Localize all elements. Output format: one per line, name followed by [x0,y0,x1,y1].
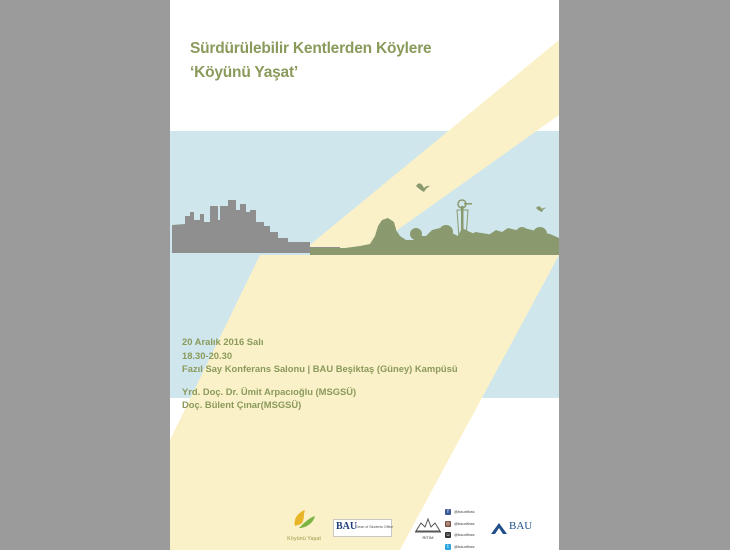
event-date: 20 Aralık 2016 Salı [182,336,264,347]
bau-university-logo [490,518,538,538]
speaker-2: Doç. Bülent Çınar(MSGSÜ) [182,399,302,410]
sponsor-logos [170,505,559,550]
bau-office-subtext: Dean of Students Office [356,525,394,529]
poster-title [190,37,431,85]
event-time: 18.30-20.30 [182,349,233,361]
social-row-instagram[interactable] [445,519,485,531]
ritim-emblem-icon [413,511,443,535]
koyunu-yasat-caption: Köyünü Yaşat [287,536,321,542]
social-handle: @baurithas [454,520,475,526]
event-poster [170,0,559,550]
social-row-snapchat[interactable] [445,530,485,542]
facebook-icon: f [445,509,451,515]
snapchat-icon: ☺ [445,532,451,538]
social-handle: @baurithas [454,543,475,549]
ritim-caption: RİTİM [422,535,434,540]
title-line-1: Sürdürülebilir Kentlerden Köylere [190,40,432,57]
event-info [182,335,458,412]
instagram-icon: ◎ [445,520,451,527]
event-venue: Fazıl Say Konferans Salonu | BAU Beşiktaş (Güney) Kampüsü [182,363,458,374]
title-line-2: ‘Köyünü Yaşat’ [190,64,299,81]
bau-dean-office-logo [333,519,392,537]
speaker-1: Yrd. Doç. Dr. Ümit Arpacıoğlu (MSGSÜ) [182,385,357,397]
social-handle: @baurithas [454,509,475,514]
bau-main-text: BAU [509,520,533,532]
bau-office-text: BAU [336,521,358,532]
koyunu-yasat-logo [284,508,324,542]
leaf-icon [291,508,317,530]
bau-mountain-icon [490,520,508,536]
ritim-logo [413,511,443,541]
twitter-icon: t [445,544,451,550]
social-handle: @baurithas [454,532,475,537]
social-row-facebook[interactable] [445,507,485,519]
social-links [445,507,485,550]
social-row-twitter[interactable] [445,542,485,550]
